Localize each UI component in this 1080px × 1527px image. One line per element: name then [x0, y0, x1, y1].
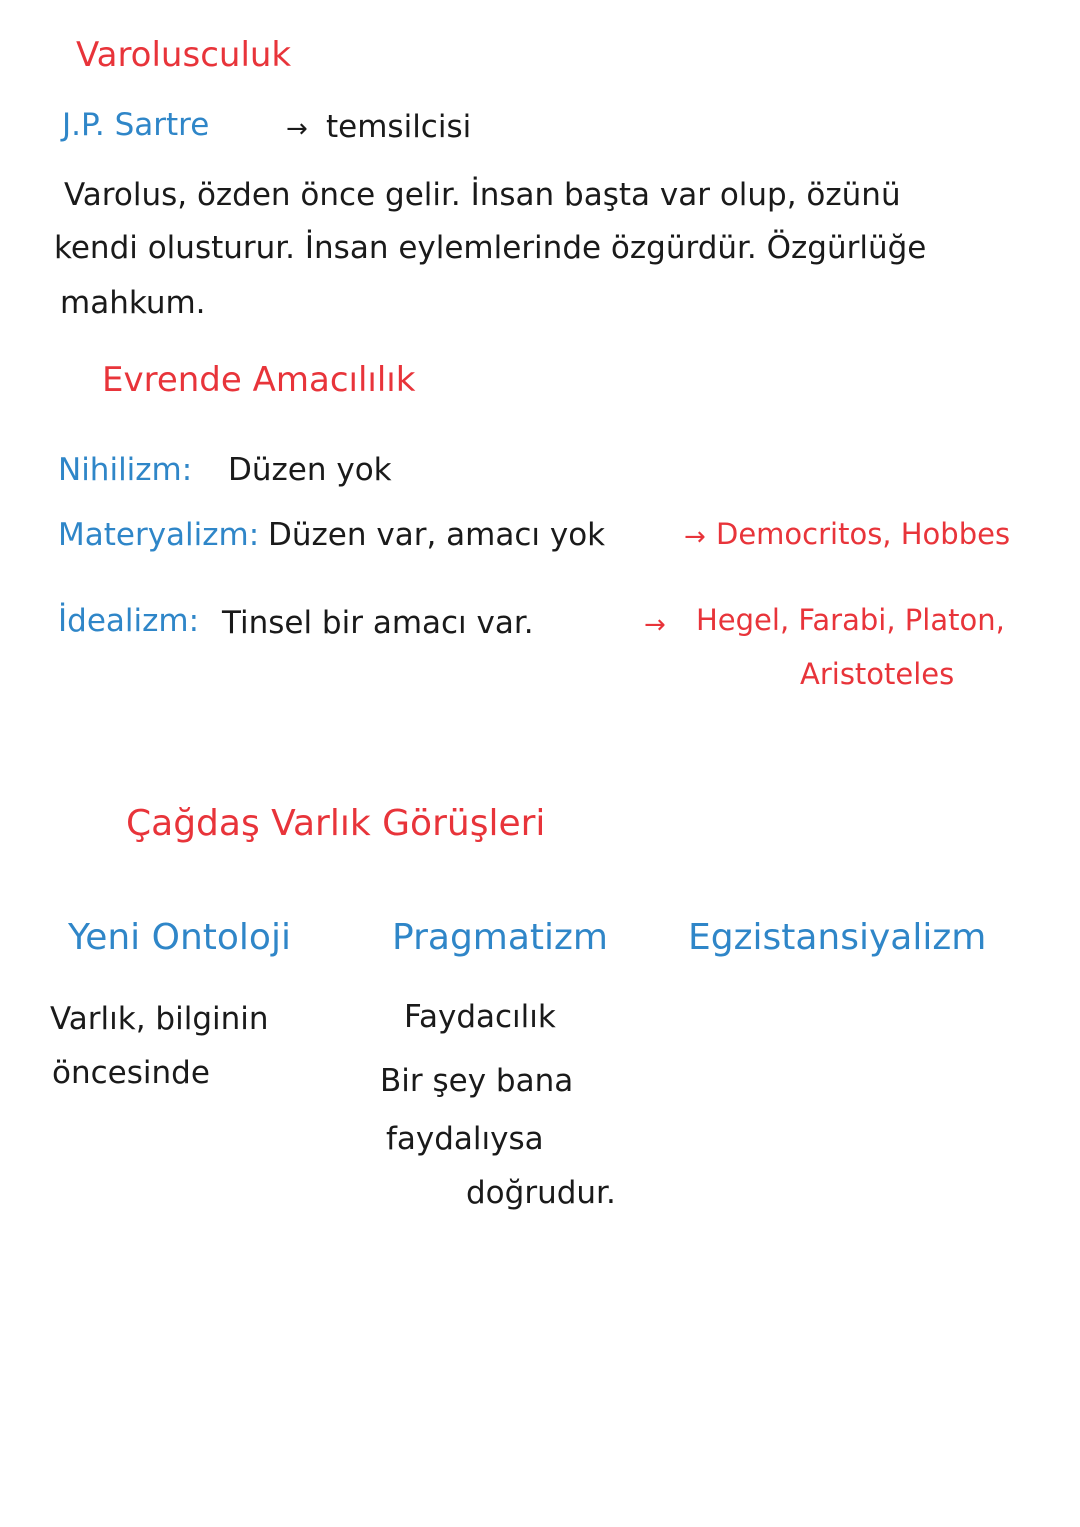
section-heading-varolusculuk: Varolusculuk	[76, 35, 292, 75]
column-text-line: Varlık, bilginin	[50, 1001, 269, 1037]
paragraph-line: Varolus, özden önce gelir. İnsan başta var olup, özünü	[64, 177, 901, 213]
column-text-line: öncesinde	[52, 1055, 210, 1091]
column-text-line: doğrudur.	[466, 1175, 616, 1211]
paragraph-line: mahkum.	[60, 285, 206, 321]
term-idealizm: İdealizm:	[58, 603, 200, 639]
column-text-line: faydalıysa	[386, 1121, 544, 1157]
section-heading-evrende-amaclilik: Evrende Amacılılık	[102, 360, 416, 400]
section-heading-cagdas: Çağdaş Varlık Görüşleri	[126, 803, 546, 844]
arrow-icon: →	[286, 114, 308, 144]
column-text-line: Bir şey bana	[380, 1063, 574, 1099]
arrow-icon: →	[684, 522, 706, 552]
column-title-egzistansiyalizm: Egzistansiyalizm	[688, 917, 987, 958]
column-title-pragmatizm: Pragmatizm	[392, 917, 608, 958]
representative-label: temsilcisi	[326, 109, 472, 145]
column-title-yeni-ontoloji: Yeni Ontoloji	[68, 917, 291, 958]
people-idealizm: Hegel, Farabi, Platon,	[696, 603, 1005, 637]
people-materyalizm: Democritos, Hobbes	[716, 517, 1011, 551]
representative-name: J.P. Sartre	[62, 107, 210, 143]
term-nihilizm: Nihilizm:	[58, 452, 193, 488]
term-materyalizm: Materyalizm:	[58, 517, 260, 553]
column-text-line: Faydacılık	[404, 999, 556, 1035]
paragraph-line: kendi olusturur. İnsan eylemlerinde özgürdür. Özgürlüğe	[54, 230, 927, 266]
people-idealizm-cont: Aristoteles	[800, 657, 955, 691]
arrow-icon: →	[644, 610, 666, 640]
definition-idealizm: Tinsel bir amacı var.	[222, 605, 534, 641]
definition-nihilizm: Düzen yok	[228, 452, 392, 488]
definition-materyalizm: Düzen var, amacı yok	[268, 517, 606, 553]
